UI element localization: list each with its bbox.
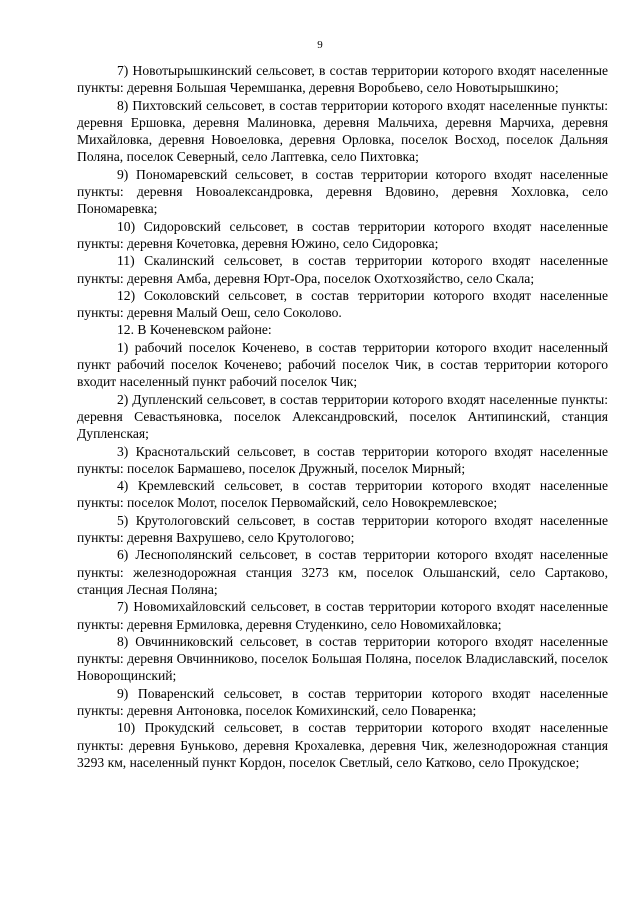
paragraph-ponomarevsky: 9) Пономаревский сельсовет, в состав территории которого входят населенные пункты: деревня Новоалександровка, деревня Вдовино, деревня Хохловка, село Пономаревка; xyxy=(77,166,608,217)
paragraph-krutologovsky: 5) Крутологовский сельсовет, в состав территории которого входят населенные пункты: деревня Вахрушево, село Крутологово; xyxy=(77,512,608,546)
paragraph-sidorovsky: 10) Сидоровский сельсовет, в состав территории которого входят населенные пункты: деревня Кочетовка, деревня Южино, село Сидоровка; xyxy=(77,218,608,251)
section-heading-kochenevsky: 12. В Коченевском районе: xyxy=(117,322,272,338)
paragraph-kremlevsky: 4) Кремлевский сельсовет, в состав территории которого входят населенные пункты: поселок Молот, поселок Первомайский, село Новокремлевское; xyxy=(77,478,608,511)
paragraph-krasnotalsky: 3) Краснотальский сельсовет, в состав территории которого входят населенные пункты: поселок Бармашево, поселок Дружный, поселок Мирный; xyxy=(77,443,608,476)
paragraph-povarensky: 9) Поваренский сельсовет, в состав территории которого входят населенные пункты: деревня Антоновка, поселок Комихинский, село Поваренка; xyxy=(77,685,608,718)
page-number: 9 xyxy=(317,39,323,51)
document-body xyxy=(77,62,608,771)
paragraph-novotyryshkinsky: 7) Новотырышкинский сельсовет, в состав территории которого входят населенные пункты: деревня Большая Черемшанка, деревня Воробьево, село Новотырышкино; xyxy=(77,63,608,96)
paragraph-prokudsky: 10) Прокудский сельсовет, в состав территории которого входят населенные пункты: деревня Бунькoво, деревня Крохалевка, деревня Чик, железнодорожная станция 3293 км, населенный пункт Кордон, поселок Светлый, село Катково, село Прокудское; xyxy=(77,720,608,770)
paragraph-duplensky: 2) Дупленский сельсовет, в состав территории которого входят населенные пункты: деревня Севастьяновка, поселок Александровский, поселок Антипинский, станция Дупленская; xyxy=(77,391,608,442)
paragraph-pikhtovsky: 8) Пихтовский сельсовет, в состав территории которого входят населенные пункты: деревня Ершовка, деревня Малиновка, деревня Мальчиха, деревня Марчиха, деревня Михайловка, деревня Новоеловка, деревня Орловка, поселок Восход, поселок Дальняя Поляна, поселок Северный, село Лаптевка, село Пихтовка; xyxy=(77,97,608,165)
paragraph-kochenevo: 1) рабочий поселок Коченево, в состав территории которого входит населенный пункт рабочий поселок Коченево; рабочий поселок Чик, в состав территории которого входит населенный пункт рабочий поселок Чик; xyxy=(77,339,608,390)
paragraph-sokolovsky: 12) Соколовский сельсовет, в состав территории которого входят населенные пункты: деревня Малый Оеш, село Соколово. xyxy=(77,287,608,321)
paragraph-lesnopolyansky: 6) Леснополянский сельсовет, в состав территории которого входят населенные пункты: железнодорожная станция 3273 км, поселок Ольшанский, село Сартаково, станция Лесная Поляна; xyxy=(77,547,608,597)
paragraph-novomikhailovsky: 7) Новомихайловский сельсовет, в состав территории которого входят населенные пункты: деревня Ермиловка, деревня Студенкино, село Новомихайловка; xyxy=(77,599,608,632)
paragraph-ovchinnikovsky: 8) Овчинниковский сельсовет, в состав территории которого входят населенные пункты: деревня Овчинниково, поселок Большая Поляна, поселок Владиславский, поселок Новорощинский; xyxy=(77,633,608,684)
paragraph-skalinsky: 11) Скалинский сельсовет, в состав территории которого входят населенные пункты: деревня Амба, деревня Юрт-Ора, поселок Охотхозяйство, село Скала; xyxy=(77,253,608,286)
